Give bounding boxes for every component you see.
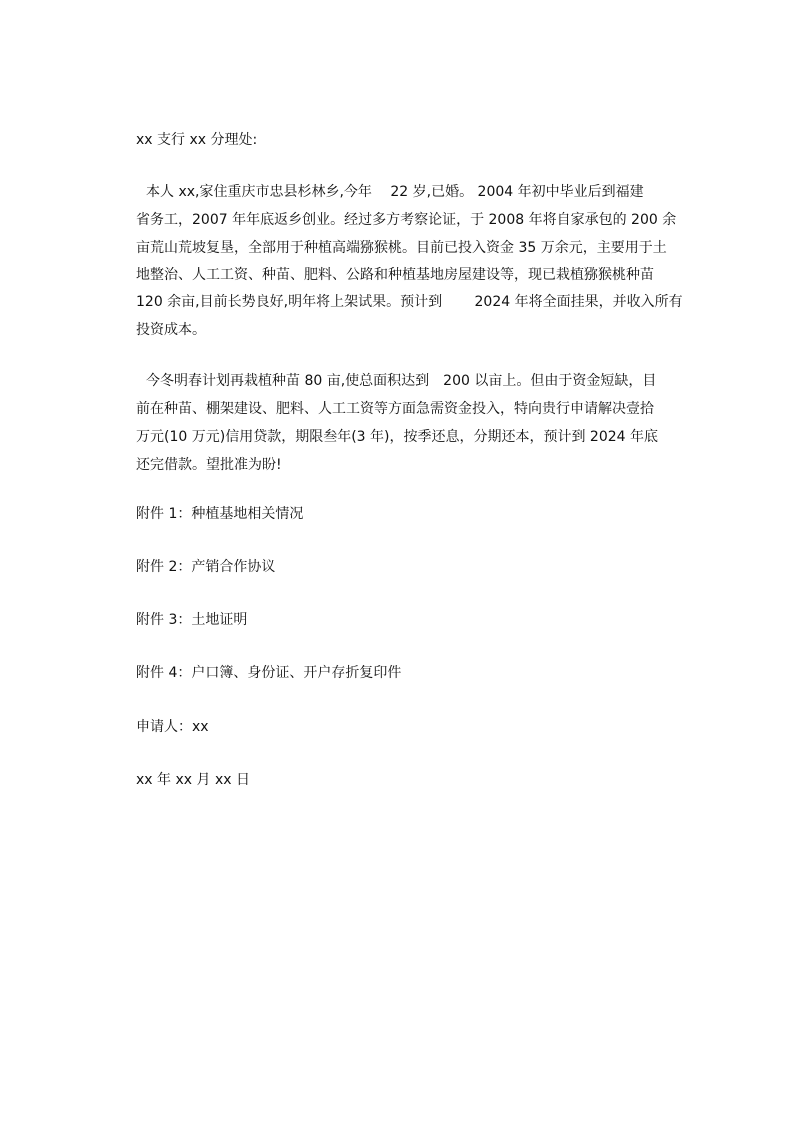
paragraph-1-line-2: 省务工，2007 年年底返乡创业。经过多方考察论证，于 2008 年将自家承包的 200 余 <box>136 212 677 228</box>
attachment-4: 附件 4：户口簿、身份证、开户存折复印件 <box>136 665 402 681</box>
paragraph-1-line-1: 本人 xx,家住重庆市忠县杉林乡,今年 22 岁,已婚。 2004 年初中毕业后到福建 <box>146 184 644 200</box>
paragraph-2-line-3: 万元(10 万元)信用贷款，期限叁年(3 年)，按季还息，分期还本，预计到 2024 年底 <box>136 429 658 445</box>
paragraph-1-line-3: 亩荒山荒坡复垦，全部用于种植高端猕猴桃。目前已投入资金 35 万余元，主要用于土 <box>136 240 667 256</box>
salutation: xx 支行 xx 分理处: <box>136 132 258 148</box>
attachment-3: 附件 3：土地证明 <box>136 612 248 628</box>
attachment-1: 附件 1：种植基地相关情况 <box>136 506 304 522</box>
paragraph-1-line-5: 120 余亩,目前长势良好,明年将上架试果。预计到 2024 年将全面挂果，并收入所有 <box>136 294 683 310</box>
date-line: xx 年 xx 月 xx 日 <box>136 772 250 788</box>
paragraph-1-line-4: 地整治、人工工资、种苗、肥料、公路和种植基地房屋建设等，现已栽植猕猴桃种苗 <box>136 267 654 283</box>
paragraph-2-line-1: 今冬明春计划再栽植种苗 80 亩,使总面积达到 200 以亩上。但由于资金短缺，目 <box>146 373 657 389</box>
paragraph-2-line-4: 还完借款。望批准为盼! <box>136 457 282 473</box>
applicant-line: 申请人：xx <box>136 719 209 735</box>
attachment-2: 附件 2：产销合作协议 <box>136 559 276 575</box>
paragraph-2-line-2: 前在种苗、棚架建设、肥料、人工工资等方面急需资金投入，特向贵行申请解决壹拾 <box>136 401 654 417</box>
paragraph-1-line-6: 投资成本。 <box>136 322 206 338</box>
